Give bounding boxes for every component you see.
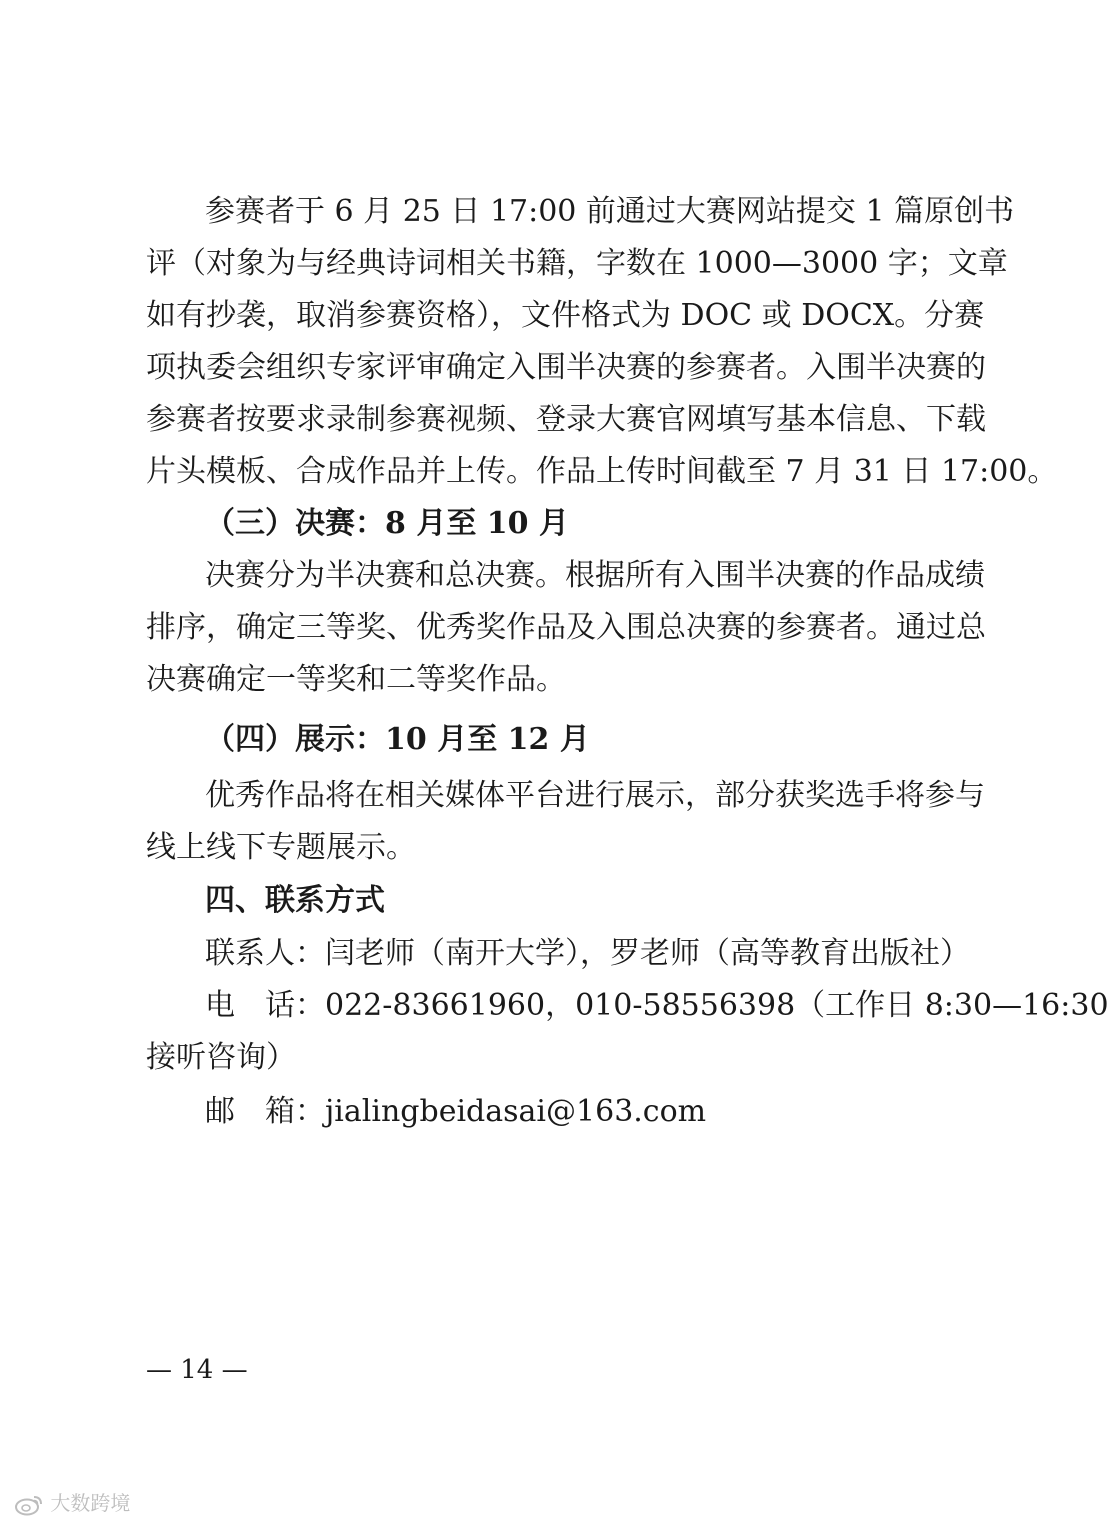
body-line: 决赛确定一等奖和二等奖作品。 <box>146 662 566 697</box>
body-line: 项执委会组织专家评审确定入围半决赛的参赛者。入围半决赛的 <box>146 350 986 385</box>
section-heading: （三）决赛：8 月至 10 月 <box>205 506 569 541</box>
body-line: 排序，确定三等奖、优秀奖作品及入围总决赛的参赛者。通过总 <box>146 610 986 645</box>
body-line: 片头模板、合成作品并上传。作品上传时间截至 7 月 31 日 17:00。 <box>146 454 1058 489</box>
watermark <box>14 1488 130 1518</box>
section-heading: （四）展示：10 月至 12 月 <box>205 722 590 757</box>
body-line: 如有抄袭，取消参赛资格），文件格式为 DOC 或 DOCX。分赛 <box>146 298 985 333</box>
body-line: 决赛分为半决赛和总决赛。根据所有入围半决赛的作品成绩 <box>205 558 985 593</box>
body-line: 评（对象为与经典诗词相关书籍，字数在 1000—3000 字；文章 <box>146 246 1008 281</box>
body-line: 线上线下专题展示。 <box>146 830 416 865</box>
contact-phone-cont: 接听咨询） <box>146 1040 296 1075</box>
section-heading: 四、联系方式 <box>205 883 385 918</box>
body-line: 参赛者于 6 月 25 日 17:00 前通过大赛网站提交 1 篇原创书 <box>205 194 1015 229</box>
page-number: — 14 — <box>146 1355 248 1385</box>
contact-person: 联系人：闫老师（南开大学），罗老师（高等教育出版社） <box>205 936 970 971</box>
contact-phone: 电 话：022-83661960，010-58556398（工作日 8:30—16:30 <box>205 988 1109 1023</box>
body-line: 优秀作品将在相关媒体平台进行展示，部分获奖选手将参与 <box>205 778 985 813</box>
contact-email: 邮 箱：jialingbeidasai@163.com <box>205 1094 707 1129</box>
body-line: 参赛者按要求录制参赛视频、登录大赛官网填写基本信息、下载 <box>146 402 986 437</box>
weibo-icon <box>14 1491 50 1515</box>
watermark-text: 大数跨境 <box>50 1491 131 1515</box>
